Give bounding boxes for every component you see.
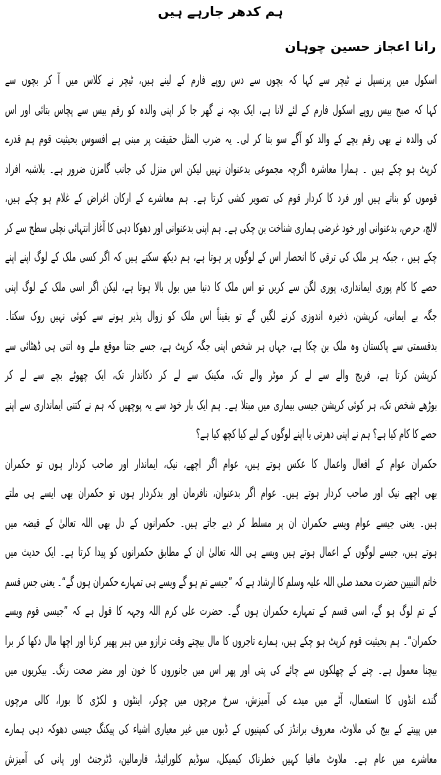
- article-line: [5, 654, 437, 684]
- article-line-text: جگہ بے ایمانی، کرپشن، ذخیرہ اندوزی کرنے لگیں گے تو یقیناً اس ملک کو زوال پذیر ہونے سے کوئی نہیں روک سکتا۔: [5, 308, 437, 323]
- article-line-text: بیچنا معمول ہے۔ چنے کے چھلکوں سے چائے کی پتی اور پھر اس میں جانوروں کا خون اور مضر صحت رنگ۔ بیکریوں میں: [5, 662, 437, 677]
- article-paragraph: [5, 64, 437, 448]
- article-line-text: کرپشن کرتا ہے، فریج والے سے لے کر موٹر والے تک، مکینک سے لے کر دکاندار تک، ایک چھوٹے بچے سے لے کر: [5, 367, 437, 382]
- article-line: [5, 507, 437, 537]
- article-line: [5, 123, 437, 153]
- article-line: [5, 743, 437, 773]
- article-line: [5, 566, 437, 596]
- article-line: [5, 595, 437, 625]
- article-line: [5, 359, 437, 389]
- article-line-text: حکمران عوام کے افعال واعمال کا عکس ہوتے ہیں، عوام اگر اچھے، نیک، ایماندار اور صاحب کردار ہوں تو حکمران: [5, 455, 437, 471]
- article-line: [5, 536, 437, 566]
- article-title: ہم کدھر جارہے ہیں: [157, 5, 284, 20]
- article-line-text: بدقسمتی سے پاکستان وہ ملک بن چکا ہے، جہاں ہر شخص اپنی جگہ کرپٹ ہے، جسے جتنا موقع ملے وہ اتنی ہی ڈھٹائی سے: [5, 337, 437, 353]
- article-line-text: معاشرے میں عام ہے۔ ملاوٹ مافیا کہیں خطرناک کیمیکل، سوڈیم کلورائیڈ، فارمالین، ڈٹرجنٹ اور پانی کی آمیزش: [4, 750, 437, 766]
- article-line: [5, 64, 437, 94]
- article-line-text: حکمران“۔ ہم بحیثیت قوم کرپٹ ہو چکے ہیں، ہمارے تاجروں کا مال بیچتے وقت ترازو میں ہیر پھیر کرنا اور اچھا مال دکھا کر برا: [4, 632, 437, 648]
- article-line: [5, 212, 437, 242]
- article-line-text: گندے انڈوں کا استعمال، آٹے میں میدے کی آمیزش، سرخ مرچوں میں چوکر، اینٹوں و لکڑی کا بورا، کالی مرچوں: [5, 691, 437, 707]
- article-line-text: قوموں کو بناتے ہیں اور فرد کا کردار قوم کی تصویر کشی کرتا ہے۔ ہم معاشرے کے ارکان اغراض کے غلام ہو چکے ہیں،: [5, 190, 437, 205]
- article-line: [5, 271, 437, 301]
- article-line: [5, 625, 437, 655]
- article-line-text: کے تم لوگ ہو گے، اسی قسم کے تمہارے حکمران ہوں گے۔ حضرت علی کرم اللہ وجہہ کا قول ہے کہ ”جیسی قوم ویسے: [5, 603, 437, 618]
- article-line-text: حصے کا کام کیا ہے؟ ہم نے اپنی دھرتی یا اپنے لوگوں کے لیے کیا کچھ کیا ہے؟: [196, 426, 437, 441]
- article-line: [5, 448, 437, 478]
- article-line-text: خاتم النبیین حضرت محمد صلی اللہ علیہ وسلم کا ارشاد ہے کہ ”جیسے تم ہو گے ویسے ہی تمہارے حکمران ہوں گے“۔ یعنی جس قسم: [5, 573, 437, 589]
- article-line: [5, 684, 437, 714]
- article-body: [5, 64, 437, 772]
- article-line-text: لالچ، حرص، بدعنوانی اور خود غرضی ہماری شناخت بن چکی ہے۔ ہم اپنی بدعنوانی اور دھوکا دہی کا آغاز انتہائی نچلی سطح سے کر: [4, 219, 437, 235]
- article-line: [5, 153, 437, 183]
- article-line: [5, 389, 437, 419]
- article-line: [5, 241, 437, 271]
- article-line: [5, 330, 437, 360]
- article-line: [5, 713, 437, 743]
- article-line: [5, 477, 437, 507]
- article-line-text: اسکول میں پرنسپل نے ٹیچر سے کہا کہ بچوں سے دس روپے فارم کے لینے ہیں، ٹیچر نے کلاس میں آ کر بچوں سے: [5, 72, 437, 87]
- article-line-text: ہوتے ہیں، جیسے لوگوں کے اعمال ہوتے ہیں ویسے ہی اللہ تعالیٰ ان کے مطابق حکمرانوں کو پیدا کرتا ہے۔ ایک حدیث میں: [5, 544, 437, 559]
- author-name: رانا اعجاز حسین چوہان: [284, 40, 436, 55]
- article-paragraph: [5, 448, 437, 773]
- article-line-text: کہا کہ صبح بیس روپے اسکول فارم کے لئے لانا ہے، ایک بچہ نے گھر جا کر اپنی والدہ کو رقم بیس سے پچاس بتائی اور اس: [5, 101, 437, 117]
- article-line-text: کرپٹ ہو چکے ہیں ۔ ہمارا معاشرہ اگرچہ مجموعی بدعنوان نہیں لیکن اس منزل کی جانب گامزن ضرور ہے۔ بلاشبہ افراد: [4, 160, 437, 176]
- article-line-text: ہیں۔ یعنی جیسے عوام ویسے حکمران ان پر مسلط کر دیے جاتے ہیں۔ حکمرانوں کے دل بھی اللہ تعالیٰ کے قبضہ میں: [5, 514, 437, 530]
- article-line: [5, 94, 437, 124]
- article-line-text: چکے ہیں ، جبکہ ہر ملک کی ترقی کا انحصار اس کے لوگوں پر ہوتا ہے، ہم دیکھ سکتے ہیں کہ اگر کسی ملک کے لوگ اپنے اپنے: [5, 249, 437, 264]
- article-line: [5, 182, 437, 212]
- article-line: [5, 300, 437, 330]
- article-line-text: حصے کا کام پوری ایمانداری، پوری لگن سے کریں تو اس ملک کا دنیا میں بول بالا ہوتا ہے، لیکن اگر اسی ملک کے لوگ اپنی: [5, 278, 437, 294]
- article-line-text: بوڑھے شخص تک، ہر کوئی کرپشن جیسی بیماری میں مبتلا ہے۔ ہم ایک بار خود سے یہ پوچھیں کہ ہم نے کتنی ایمانداری سے اپنے: [5, 396, 437, 412]
- article-line-text: میں پپیتے کے بیج کی ملاوٹ، معروف برانڈز کی کمپنیوں کے ڈبوں میں غیر معیاری اشیاء کی پیکنگ جیسی دھوکہ دہی ہمارے: [5, 721, 437, 736]
- article-line-text: کی والدہ نے بھی رقم بچے کے والد کو آگے سو بتا کر لی۔ یہ ضرب المثل حقیقت پر مبنی ہے افسوس بحیثیت قوم ہم قدرے: [5, 131, 437, 146]
- article-line: [5, 418, 437, 448]
- article-line-text: بھی اچھے نیک اور صاحب کردار ہوتے ہیں۔ عوام اگر بدعنوان، نافرمان اور بدکردار ہوں تو حکمران بھی ایسے ہی ملتے: [4, 485, 437, 500]
